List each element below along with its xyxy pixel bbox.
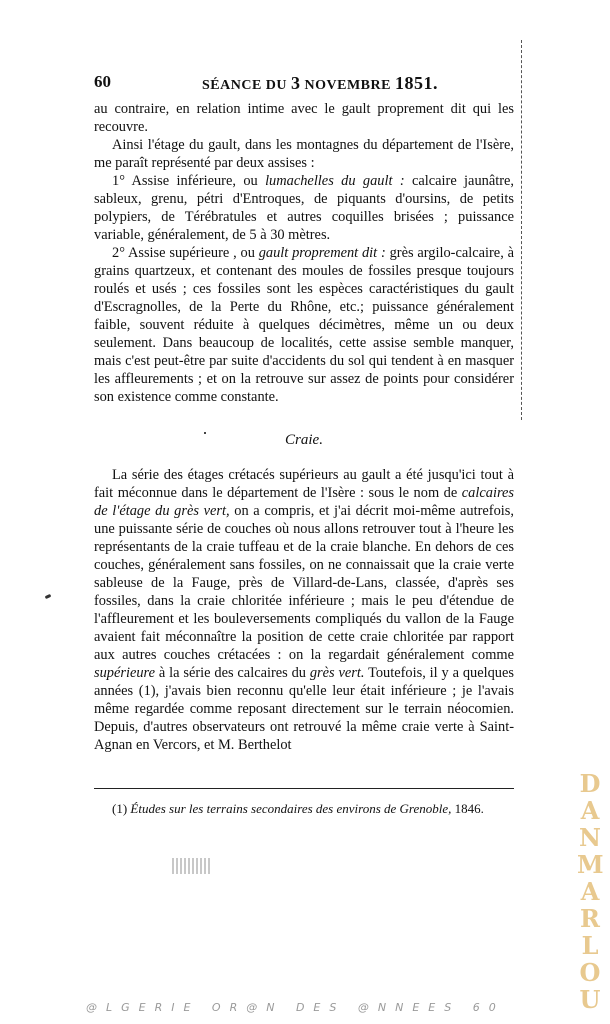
craie-italic-superieure: supérieure xyxy=(94,665,156,681)
craie-italic-calcaires: calcaires de l'étage du grès vert, xyxy=(94,485,514,519)
running-head-day: 3 xyxy=(291,73,301,93)
footer-watermark: @LGERIE OR@N DES @NNEES 60 xyxy=(86,1001,505,1014)
page-edge-line xyxy=(521,40,522,420)
gault-text-block xyxy=(94,100,514,406)
paragraph-upper-assise xyxy=(94,244,514,406)
lower-assise-description: calcaire jaunâtre, sableux, grenu, pétri d'Entroques, de piquants d'oursins, de petits polypiers, de Térébratules et autres coquilles brisées ; puissance variable, généralement, de 5 à 30 mètres. xyxy=(94,173,514,243)
craie-text-part-3: à la série des calcaires du xyxy=(155,665,310,681)
footnote xyxy=(94,800,514,817)
paragraph-lower-assise xyxy=(94,172,514,244)
craie-text-part-4: Toutefois, il y a quelques années (1), j'avais bien reconnu qu'elle leur était inférieure ; je l'avais même regardée comme reposant directement sur le terrain néocomien. Depuis, d'autres observateurs ont retrouvé la même craie verte à Saint-Agnan en Vercors, et M. Berthelot xyxy=(94,665,514,753)
upper-assise-term: gault proprement dit : xyxy=(258,245,386,261)
footnote-divider xyxy=(94,788,514,789)
paragraph-continuation: au contraire, en relation intime avec le gault proprement dit qui les recouvre. xyxy=(94,101,514,135)
page-number: 60 xyxy=(94,72,111,91)
paragraph-gault-intro: Ainsi l'étage du gault, dans les montagnes du département de l'Isère, me paraît représenté par deux assises : xyxy=(94,137,514,171)
lower-assise-term: lumachelles du gault : xyxy=(265,173,405,189)
craie-text-part-2: on a compris, et j'ai décrit moi-même autrefois, une puissante série de couches où nous allons retrouver tout à l'heure les représentants de la craie tuffeau et de la craie blanche. En dehors de ces couches, généralement sans fossiles, on ne connaissait que la craie verte sableuse de la Fauge, près de Villard-de-Lans, classée, d'après ses fossiles, dans la craie chloritée inférieure ; mais le peu d'étendue de l'affleurement et les bouleversements compliqués du vallon de la Fauge avaient fait méconnaître la position de cette craie chloritée par rapport aux autres couches crétacées : on la regardait généralement comme xyxy=(94,503,514,663)
footnote-title: Études sur les terrains secondaires des environs de Grenoble, xyxy=(130,801,452,816)
library-stamp-mark xyxy=(172,858,210,874)
craie-text-block xyxy=(94,466,514,754)
lower-assise-lead: 1° Assise inférieure, ou xyxy=(112,173,266,189)
running-head-month: NOVEMBRE xyxy=(300,78,395,93)
footnote-marker: (1) xyxy=(112,801,131,816)
section-title-craie: Craie. xyxy=(285,432,323,448)
footnote-year: 1846. xyxy=(451,801,484,816)
ink-speck xyxy=(45,594,52,599)
watermark-vertical: DANMARLOU xyxy=(577,769,604,1014)
upper-assise-description: grès argilo-calcaire, à grains quartzeux, et contenant des moules de fossiles presque toujours roulés et usés ; ces fossiles sont les espèces caractéristiques du gault d'Escragnolles, de la Perte du Rhône, etc.; puissance généralement faible, souvent réduite à quelques décimètres, même un ou deux seulement. Dans beaucoup de localités, cette assise semble manquer, mais c'est peut-être par suite d'accidents du sol qui tendent à en masquer les affleurements ; et on la retrouve sur assez de points pour considérer son existence comme constante. xyxy=(94,245,514,405)
running-head-session: SÉANCE DU xyxy=(202,78,292,93)
running-head xyxy=(202,73,438,94)
page-header xyxy=(94,72,514,94)
upper-assise-lead: 2° Assise supérieure , ou xyxy=(112,245,259,261)
ink-speck-small xyxy=(204,432,206,434)
craie-italic-gres-vert: grès vert. xyxy=(309,665,365,681)
craie-text-part-1: La série des étages crétacés supérieurs au gault a été jusqu'ici tout à fait méconnue dans le département de l'Isère : sous le nom de xyxy=(94,467,514,501)
running-head-year: 1851. xyxy=(394,73,438,93)
paragraph-craie xyxy=(94,466,514,754)
